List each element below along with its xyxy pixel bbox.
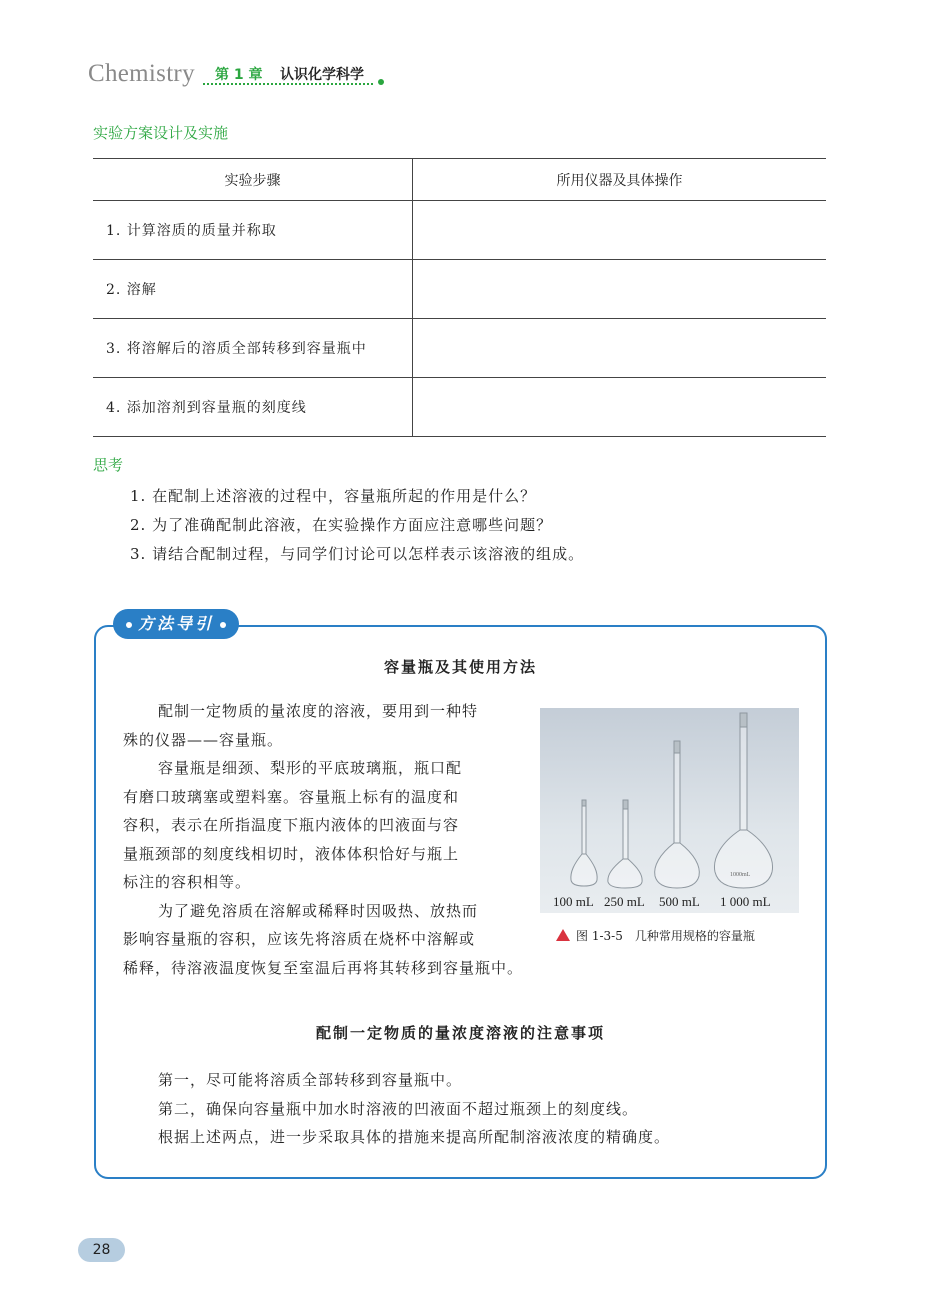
question-list — [130, 482, 584, 569]
table-header-row — [93, 159, 826, 201]
header-dotted-rule — [203, 83, 373, 85]
running-header — [88, 58, 408, 90]
book-title: Chemistry — [88, 60, 195, 87]
flask-label: 1000mL — [730, 872, 751, 878]
step-cell: 2. 溶解 — [93, 260, 413, 319]
para-line: 殊的仪器——容量瓶。 — [123, 730, 284, 749]
page-number: 28 — [78, 1238, 125, 1262]
table-row — [93, 319, 826, 378]
figure-caption — [556, 927, 755, 944]
operation-cell[interactable] — [413, 378, 827, 437]
note-item: 根据上述两点，进一步采取具体的措施来提高所配制溶液浓度的精确度。 — [158, 1128, 671, 1146]
para-line: 为了避免溶质在溶解或稀释时因吸热、放热而 — [158, 901, 479, 920]
para-line: 有磨口玻璃塞或塑料塞。容量瓶上标有的温度和 — [123, 787, 460, 806]
para-line: 容量瓶是细颈、梨形的平底玻璃瓶，瓶口配 — [158, 759, 463, 777]
para-line: 稀释，待溶液温度恢复至室温后再将其转移到容量瓶中。 — [123, 958, 524, 977]
figure-caption-text: 图 1-3-5 几种常用规格的容量瓶 — [576, 929, 755, 943]
flasks-illustration — [540, 708, 799, 913]
table-row — [93, 378, 826, 437]
operation-cell[interactable] — [413, 260, 827, 319]
note-item: 第一，尽可能将溶质全部转移到容量瓶中。 — [158, 1071, 463, 1089]
question-item: 1. 在配制上述溶液的过程中，容量瓶所起的作用是什么？ — [130, 487, 537, 505]
method-guide-label: 方法导引 — [137, 614, 214, 633]
box-heading-volumetric-flask: 容量瓶及其使用方法 — [383, 658, 537, 676]
notes-list — [158, 1066, 818, 1152]
column-header-steps: 实验步骤 — [93, 159, 413, 201]
paragraph-intro — [123, 697, 533, 982]
para-line: 配制一定物质的量浓度的溶液，要用到一种特 — [158, 702, 479, 720]
para-line: 容积，表示在所指温度下瓶内液体的凹液面与容 — [123, 816, 460, 834]
think-title: 思考 — [93, 456, 124, 474]
triangle-icon — [556, 929, 570, 941]
para-line: 量瓶颈部的刻度线相切时，液体体积恰好与瓶上 — [123, 844, 460, 863]
volume-label: 1 000 mL — [720, 894, 771, 909]
step-cell: 4. 添加溶剂到容量瓶的刻度线 — [93, 378, 413, 437]
operation-cell[interactable] — [413, 319, 827, 378]
column-header-operations: 所用仪器及具体操作 — [413, 159, 827, 201]
step-cell: 3. 将溶解后的溶质全部转移到容量瓶中 — [93, 319, 413, 378]
volume-label: 100 mL — [553, 894, 594, 909]
method-guide-tag — [113, 609, 239, 639]
experiment-table — [93, 158, 826, 437]
chapter-number: 第 1 章 — [215, 67, 263, 83]
operation-cell[interactable] — [413, 201, 827, 260]
header-dot — [378, 79, 384, 85]
question-item: 3. 请结合配制过程，与同学们讨论可以怎样表示该溶液的组成。 — [130, 545, 585, 563]
table-row — [93, 260, 826, 319]
step-cell: 1. 计算溶质的质量并称取 — [93, 201, 413, 260]
chapter-title: 认识化学科学 — [280, 67, 364, 83]
note-item: 第二，确保向容量瓶中加水时溶液的凹液面不超过瓶颈上的刻度线。 — [158, 1099, 639, 1118]
volumetric-flasks-photo — [540, 708, 799, 913]
para-line: 标注的容积相等。 — [123, 873, 252, 891]
box-heading-notes: 配制一定物质的量浓度溶液的注意事项 — [315, 1024, 605, 1042]
para-line: 影响容量瓶的容积，应该先将溶质在烧杯中溶解或 — [123, 930, 476, 948]
section-title: 实验方案设计及实施 — [93, 124, 229, 142]
volume-label: 500 mL — [659, 894, 700, 909]
table-row — [93, 201, 826, 260]
question-item: 2. 为了准确配制此溶液，在实验操作方面应注意哪些问题？ — [130, 516, 553, 534]
volume-label: 250 mL — [604, 894, 645, 909]
